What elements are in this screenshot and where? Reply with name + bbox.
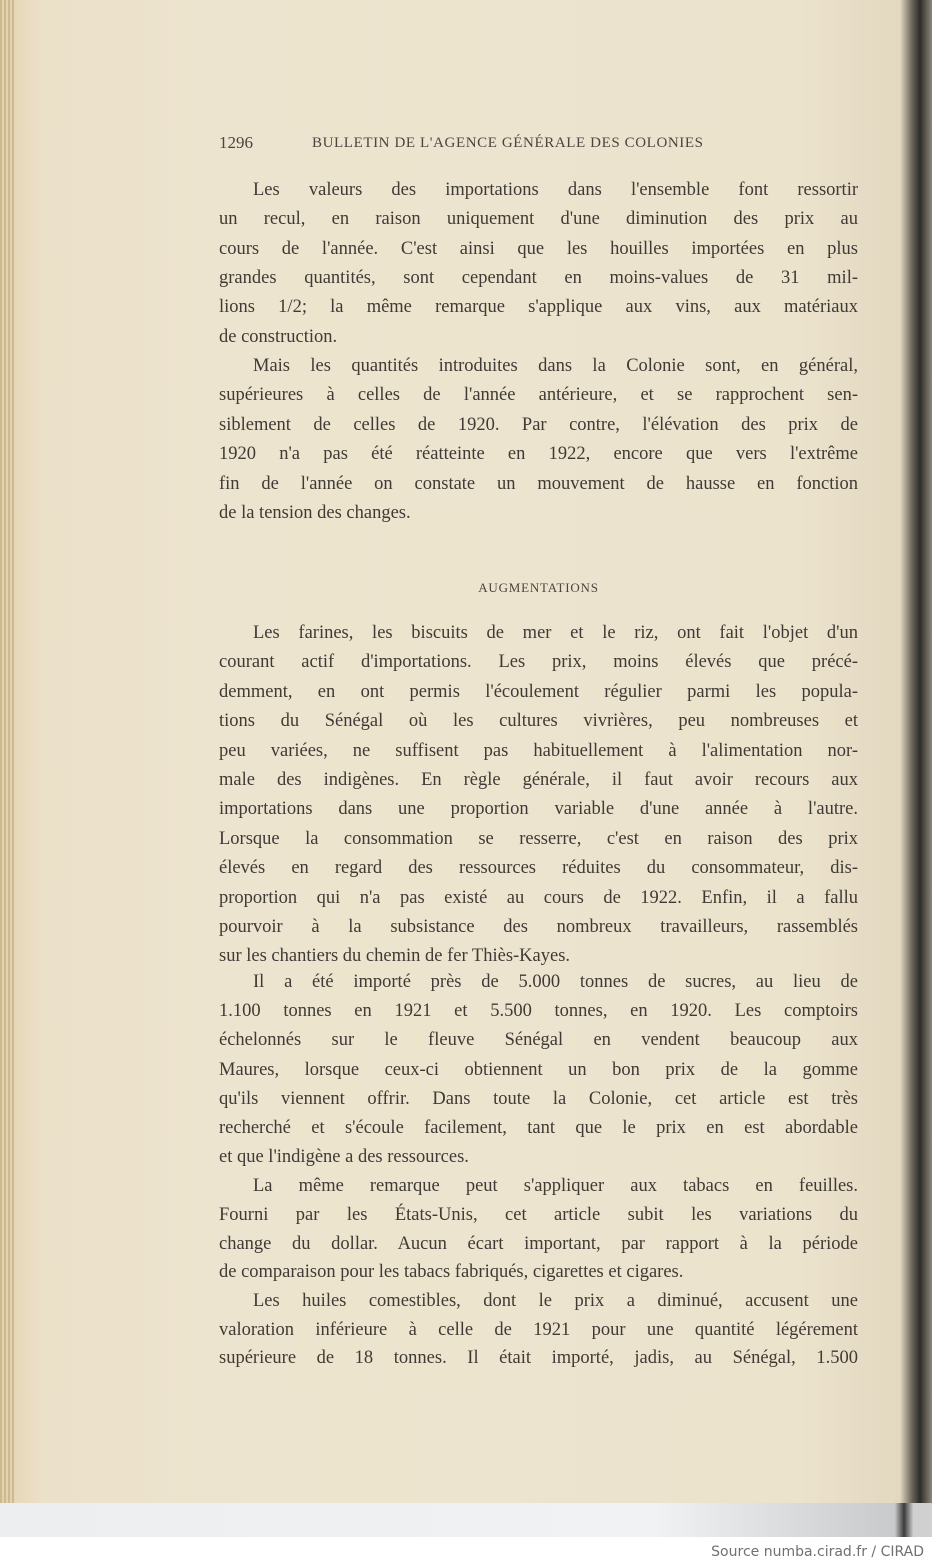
text-line: demment, en ont permis l'écoulement régulier parmi les popula- [219,681,858,702]
text-line: sur les chantiers du chemin de fer Thiès-Kayes. [219,946,571,967]
text-line: Il a été importé près de 5.000 tonnes de sucres, au lieu de [253,972,858,992]
text-line: fin de l'année on constate un mouvement de hausse en fonction [219,473,858,494]
text-line: supérieures à celles de l'année antérieure, et se rapprochent sen- [219,385,858,406]
text-line: Maures, lorsque ceux-ci obtiennent un bon prix de la gomme [219,1059,858,1080]
scan-background [0,1503,932,1537]
text-line: de comparaison pour les tabacs fabriqués, cigarettes et cigares. [219,1262,684,1283]
text-line: Les farines, les biscuits de mer et le riz, ont fait l'objet d'un [253,623,858,643]
page-number: 1296 [219,133,253,152]
running-title: BULLETIN DE L'AGENCE GÉNÉRALE DES COLONIES [312,135,704,151]
text-line: tions du Sénégal où les cultures vivrières, peu nombreuses et [219,711,858,732]
text-line: importations dans une proportion variable d'une année à l'autre. [219,799,858,820]
text-line: Les valeurs des importations dans l'ensemble font ressortir [253,180,858,200]
text-line: siblement de celles de 1920. Par contre, l'élévation des prix de [219,414,858,435]
text-line: valoration inférieure à celle de 1921 pour une quantité légérement [219,1319,858,1340]
text-line: pourvoir à la subsistance des nombreux travailleurs, rassemblés [219,917,858,937]
text-line: Lorsque la consommation se resserre, c'est en raison des prix [219,828,858,849]
text-line: cours de l'année. C'est ainsi que les houilles importées en plus [219,238,858,259]
text-line: proportion qui n'a pas existé au cours de 1922. Enfin, il a fallu [219,887,858,908]
text-line: recherché et s'écoule facilement, tant que le prix en est abordable [219,1118,858,1138]
text-line: male des indigènes. En règle générale, il faut avoir recours aux [219,770,858,790]
text-line: change du dollar. Aucun écart important, par rapport à la période [219,1233,858,1254]
text-line: La même remarque peut s'appliquer aux tabacs en feuilles. [253,1176,858,1196]
text-line: lions 1/2; la même remarque s'applique aux vins, aux matériaux [219,297,858,318]
text-line: et que l'indigène a des ressources. [219,1147,469,1168]
text-line: peu variées, ne suffisent pas habituellement à l'alimentation nor- [219,740,858,761]
text-line: de construction. [219,326,338,347]
text-line: Mais les quantités introduites dans la Colonie sont, en général, [253,356,858,376]
section-heading: AUGMENTATIONS [478,580,599,595]
text-line: supérieure de 18 tonnes. Il était importé, jadis, au Sénégal, 1.500 [219,1348,858,1369]
text-line: élevés en regard des ressources réduites du consommateur, dis- [219,858,858,879]
text-line: courant actif d'importations. Les prix, moins élevés que précé- [219,652,858,673]
text-line: 1.100 tonnes en 1921 et 5.500 tonnes, en 1920. Les comptoirs [219,1001,858,1022]
text-line: de la tension des changes. [219,503,411,523]
text-line: qu'ils viennent offrir. Dans toute la Colonie, cet article est très [219,1088,858,1109]
text-line: 1920 n'a pas été réatteinte en 1922, encore que vers l'extrême [219,444,858,465]
text-line: grandes quantités, sont cependant en moins-values de 31 mil- [219,267,858,288]
page-stack-edge [0,0,14,1503]
text-line: échelonnés sur le fleuve Sénégal en vendent beaucoup aux [219,1030,858,1051]
text-line: Les huiles comestibles, dont le prix a diminué, accusent une [253,1291,858,1311]
text-line: un recul, en raison uniquement d'une diminution des prix au [219,209,858,230]
source-credit: Source numba.cirad.fr / CIRAD [711,1544,924,1560]
text-line: Fourni par les États-Unis, cet article subit les variations du [219,1204,858,1225]
